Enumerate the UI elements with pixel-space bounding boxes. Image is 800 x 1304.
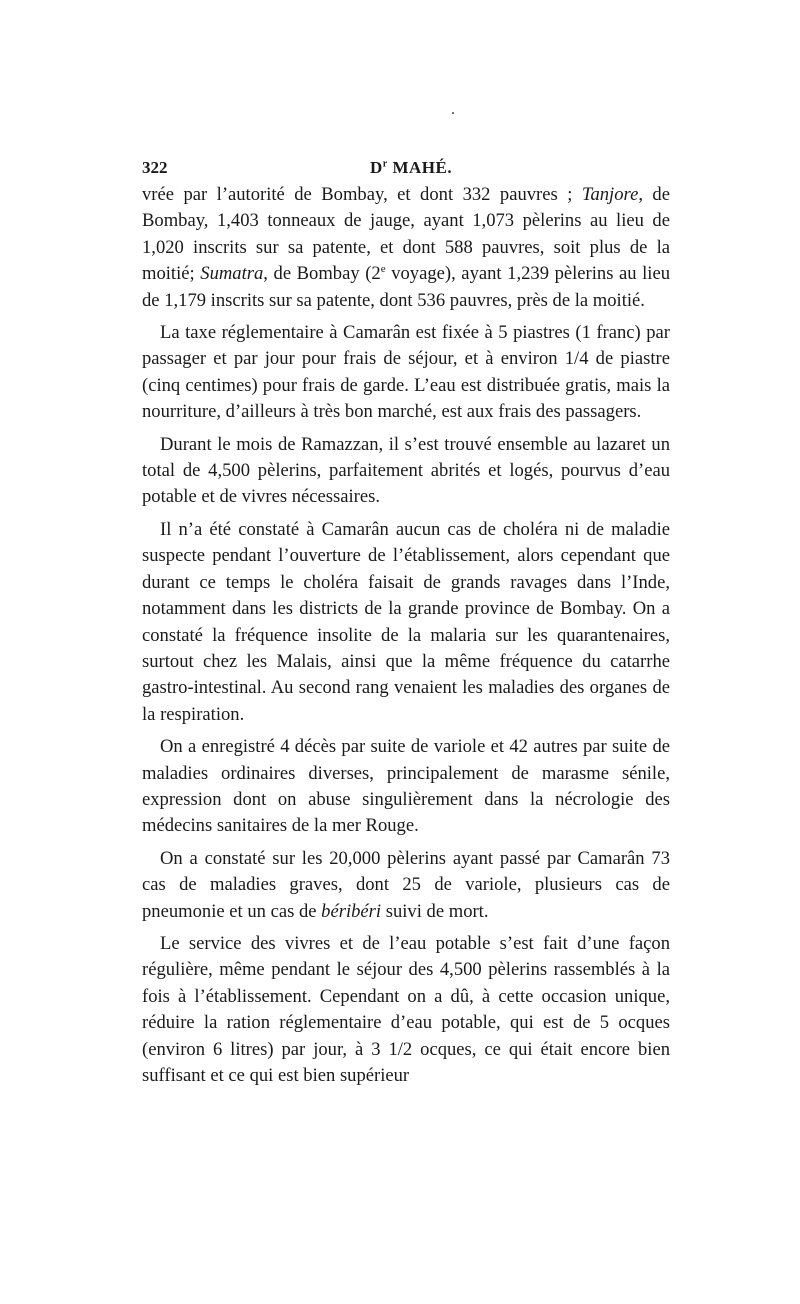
p1-text-a: vrée par l’autorité de Bombay, et dont 332 pauvres ; xyxy=(142,184,582,205)
p1-text-b: , de Bombay, 1,403 tonneaux de jauge, ayant 1,073 pèlerins au lieu de 1,020 inscrits sur sa patente, et dont 588 pauvres, soit plus de la moitié; xyxy=(142,184,670,285)
body-text xyxy=(142,182,670,1089)
title-superscript: r xyxy=(382,158,388,170)
page-number: 322 xyxy=(142,158,168,177)
print-speck xyxy=(452,112,454,114)
ship-name-sumatra: Sumatra xyxy=(200,263,264,285)
book-page xyxy=(142,150,670,1089)
p6-text-b: suivi de mort. xyxy=(381,900,489,922)
p1-text-d: voyage), ayant 1,239 pèlerins au lieu de 1,179 inscrits sur sa patente, dont 536 pauvres, près de la moitié. xyxy=(142,263,671,311)
title-prefix: D xyxy=(370,158,383,177)
running-head xyxy=(142,150,670,182)
ship-name-tanjore: Tanjore xyxy=(581,184,639,205)
disease-beriberi: béribéri xyxy=(321,900,382,922)
paragraph-6 xyxy=(142,846,670,925)
running-title xyxy=(370,158,452,178)
paragraph-5: On a enregistré 4 décès par suite de variole et 42 autres par suite de maladies ordinaires diverses, principalement de marasme sénile, expression dont on abuse singulièrement dans la nécrologie des médecins sanitaires de la mer Rouge. xyxy=(142,736,670,837)
p1-superscript: e xyxy=(380,263,386,276)
title-name: MAHÉ. xyxy=(392,158,453,177)
paragraph-4: Il n’a été constaté à Camarân aucun cas de choléra ni de maladie suspecte pendant l’ouverture de l’établissement, alors cependant que durant ce temps le choléra faisait de grands ravages dans l’Inde, notamment dans les districts de la grande province de Bombay. On a constaté la fréquence insolite de la malaria sur les quarantenaires, surtout chez les Malais, ainsi que la même fréquence du catarrhe gastro-intestinal. Au second rang venaient les maladies des organes de la respiration. xyxy=(142,518,670,725)
paragraph-1 xyxy=(142,182,670,314)
p6-text-a: On a constaté sur les 20,000 pèlerins ayant passé par Camarân 73 cas de maladies graves, dont 25 de variole, plusieurs cas de pneumonie et un cas de xyxy=(142,847,670,922)
paragraph-7: Le service des vivres et de l’eau potable s’est fait d’une façon régulière, même pendant le séjour des 4,500 pèlerins rassemblés à la fois à l’établissement. Cependant on a dû, à cette occasion unique, réduire la ration réglementaire d’eau potable, qui est de 5 ocques (environ 6 litres) par jour, à 3 1/2 ocques, ce qui était encore bien suffisant et ce qui est bien supérieur xyxy=(142,932,670,1086)
paragraph-2: La taxe réglementaire à Camarân est fixée à 5 piastres (1 franc) par passager et par jour pour frais de séjour, et à environ 1/4 de piastre (cinq centimes) pour frais de garde. L’eau est distribuée gratis, mais la nourriture, d’ailleurs à très bon marché, est aux frais des passagers. xyxy=(142,322,670,423)
paragraph-3: Durant le mois de Ramazzan, il s’est trouvé ensemble au lazaret un total de 4,500 pèlerins, parfaitement abrités et logés, pourvus d’eau potable et de vivres nécessaires. xyxy=(142,433,670,508)
p1-text-c: , de Bombay (2 xyxy=(263,263,381,285)
